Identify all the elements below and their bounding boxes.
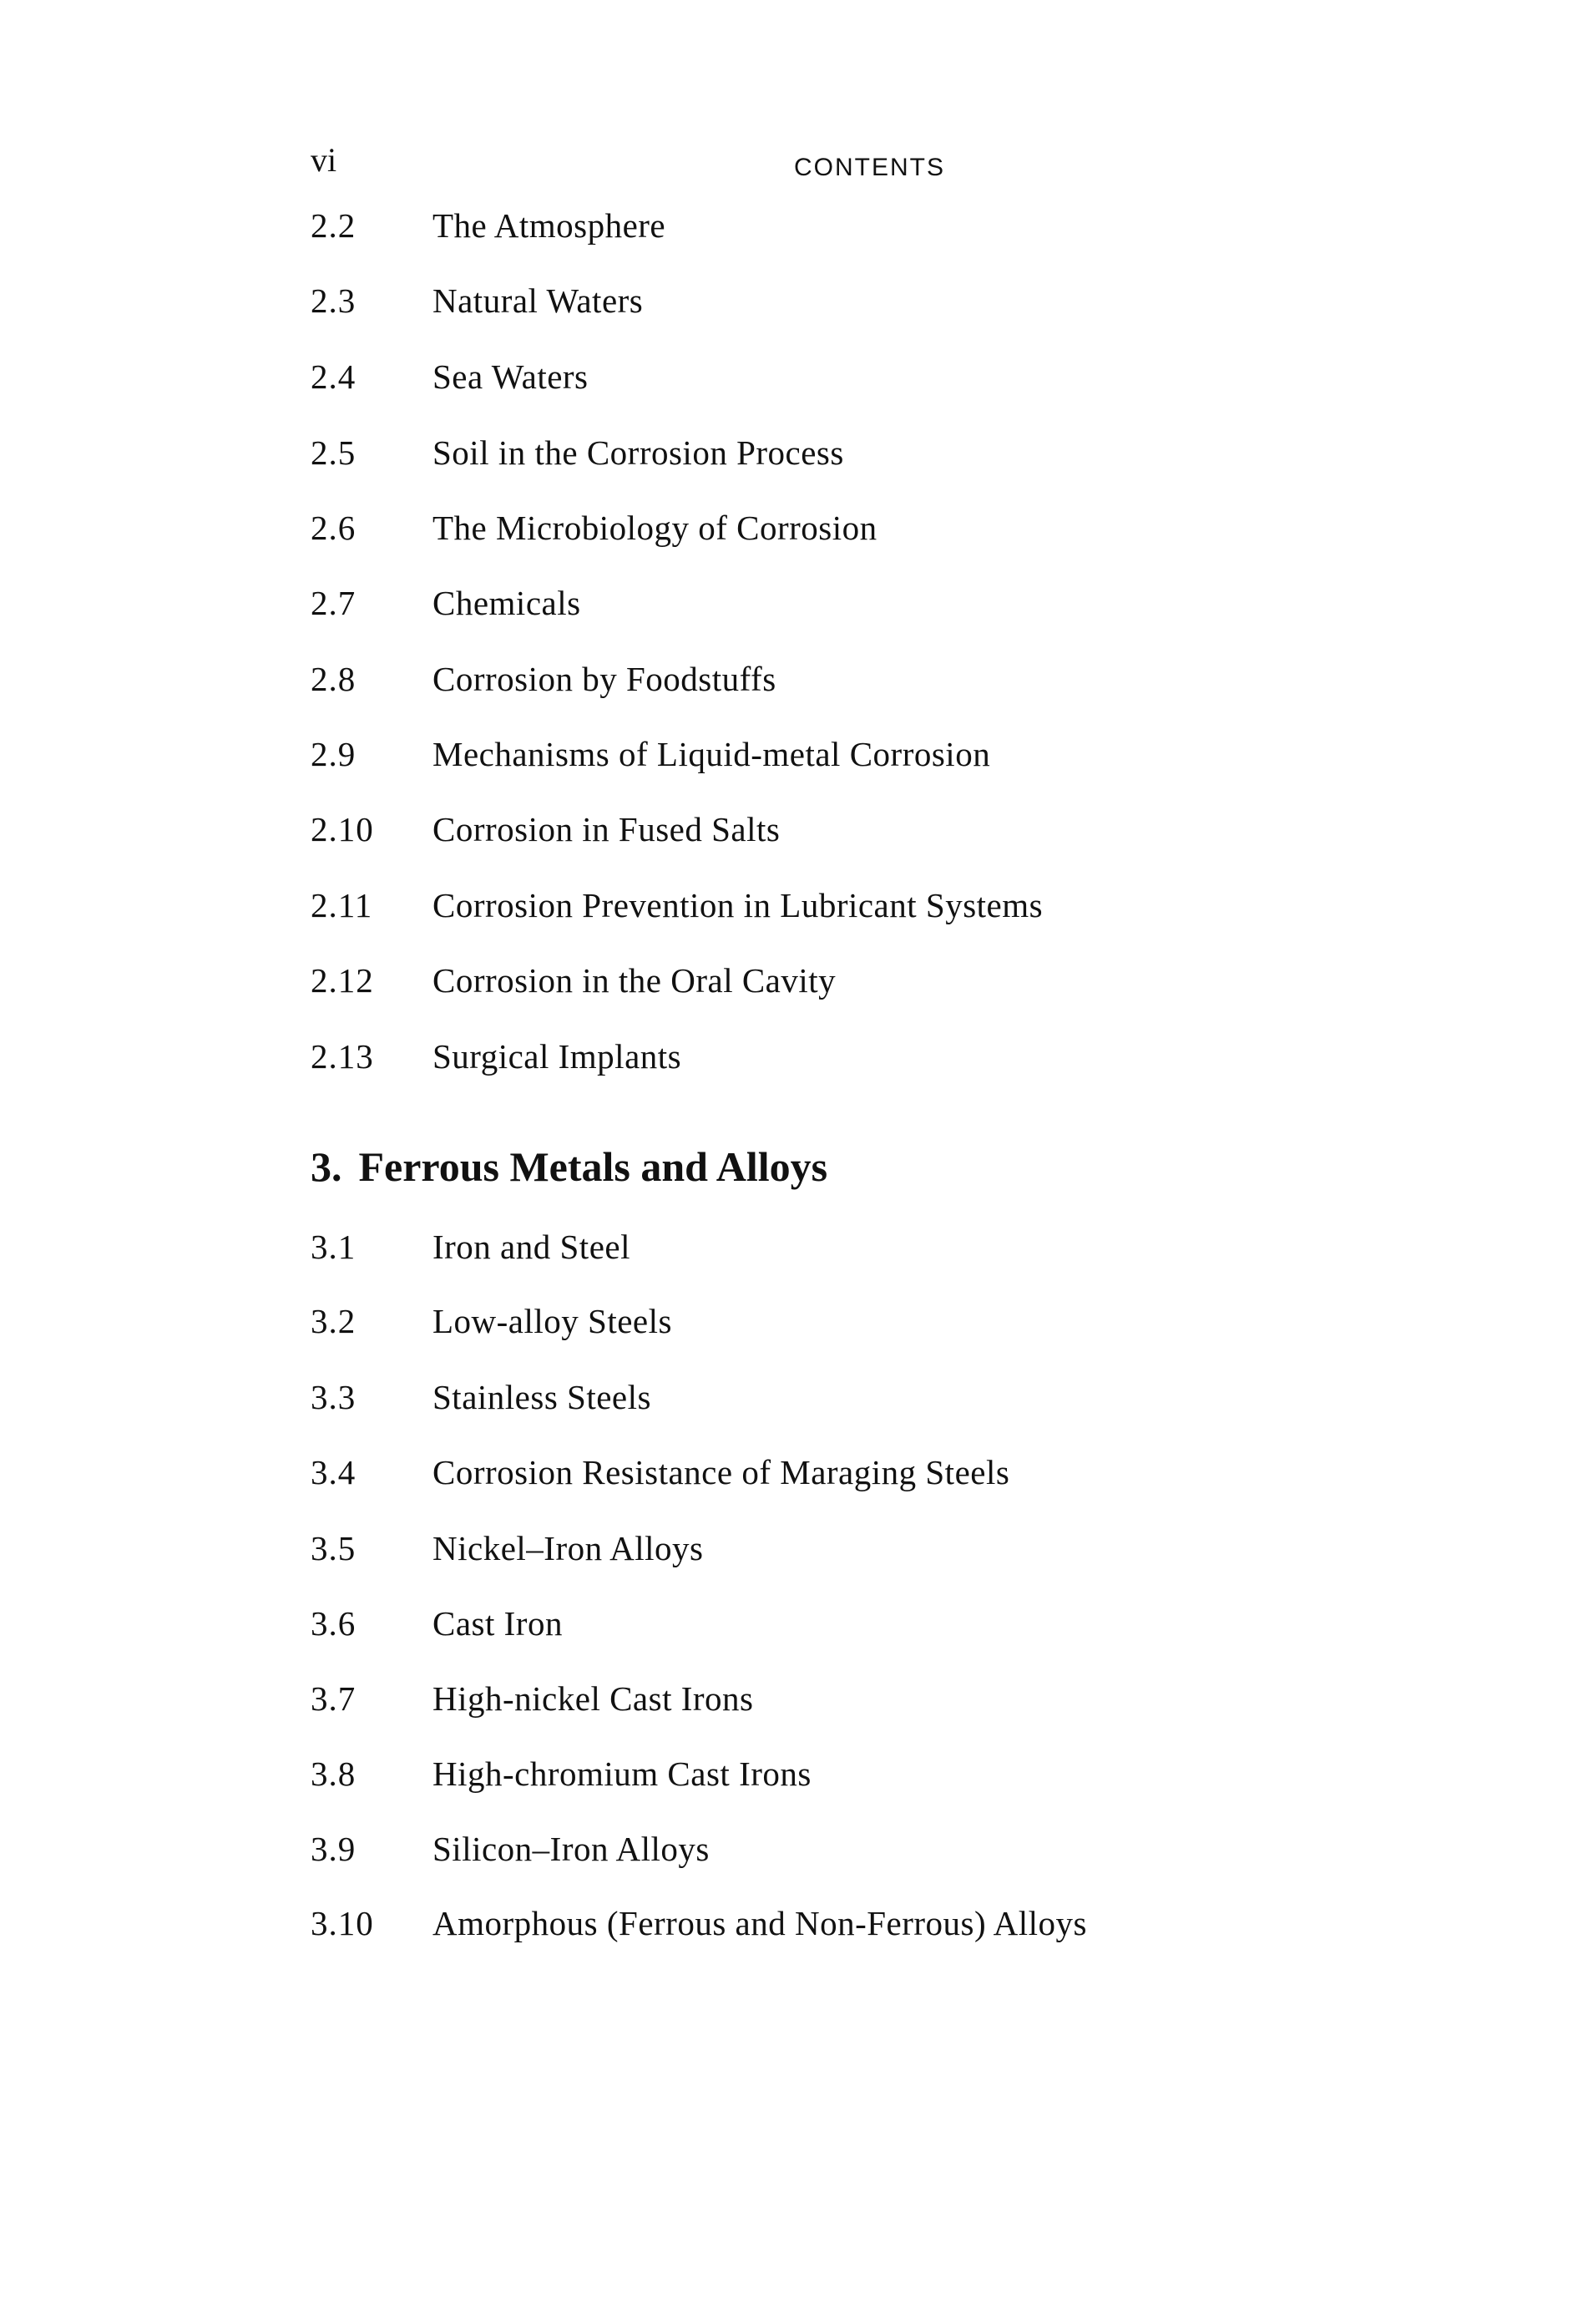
toc-entry (311, 1222, 1396, 1272)
toc-entry-title: Mechanisms of Liquid-metal Corrosion (432, 735, 991, 773)
toc-entry-number: 2.2 (311, 206, 357, 245)
toc-entry (311, 503, 1396, 553)
toc-entry-number: 3.7 (311, 1679, 357, 1718)
toc-entry-title: Sea Waters (432, 357, 589, 396)
toc-entry (311, 1598, 1396, 1648)
toc-entry (311, 804, 1396, 854)
toc-entry-number: 2.3 (311, 281, 357, 320)
toc-entry (311, 729, 1396, 779)
toc-entry-number: 3.4 (311, 1453, 357, 1491)
toc-entry-number: 3.3 (311, 1378, 357, 1416)
toc-entry-number: 3.6 (311, 1604, 357, 1643)
toc-entry (311, 578, 1396, 628)
toc-entry (311, 1447, 1396, 1497)
toc-entry-number: 2.7 (311, 584, 357, 622)
toc-entry (311, 1898, 1396, 1948)
toc-entry-number: 2.10 (311, 810, 374, 848)
toc-entry-number: 2.11 (311, 886, 373, 924)
toc-entry-title: Nickel–Iron Alloys (432, 1529, 704, 1567)
toc-entry (311, 1523, 1396, 1573)
toc-entry-title: Soil in the Corrosion Process (432, 433, 844, 472)
toc-entry-number: 3.9 (311, 1830, 357, 1868)
toc-entry-title: Corrosion Prevention in Lubricant Systems (432, 886, 1044, 924)
toc-entry-title: Iron and Steel (432, 1228, 630, 1266)
toc-entry-title: Corrosion in the Oral Cavity (432, 961, 837, 1000)
toc-entry-title: Low-alloy Steels (432, 1302, 672, 1340)
toc-entry-number: 2.8 (311, 660, 357, 698)
toc-entry (311, 1673, 1396, 1724)
toc-entry-title: Stainless Steels (432, 1378, 651, 1416)
chapter-heading (311, 1137, 827, 1196)
toc-entry-title: The Atmosphere (432, 206, 666, 245)
toc-entry-title: Corrosion by Foodstuffs (432, 660, 776, 698)
toc-entry-title: Corrosion Resistance of Maraging Steels (432, 1453, 1010, 1491)
chapter-title: Ferrous Metals and Alloys (358, 1143, 828, 1190)
toc-entry-number: 3.5 (311, 1529, 357, 1567)
toc-entry-title: Silicon–Iron Alloys (432, 1830, 710, 1868)
toc-entry-title: The Microbiology of Corrosion (432, 509, 877, 547)
toc-entry-title: Corrosion in Fused Salts (432, 810, 781, 848)
toc-entry (311, 1824, 1396, 1874)
toc-entry (311, 428, 1396, 478)
toc-entry-number: 2.5 (311, 433, 357, 472)
toc-entry (311, 654, 1396, 704)
toc-entry-title: Cast Iron (432, 1604, 563, 1643)
toc-entry (311, 880, 1396, 930)
toc-entry-title: Chemicals (432, 584, 581, 622)
toc-entry-title: High-nickel Cast Irons (432, 1679, 754, 1718)
toc-entry-number: 2.13 (311, 1037, 374, 1076)
toc-entry-title: Natural Waters (432, 281, 644, 320)
toc-entry (311, 1372, 1396, 1422)
toc-entry-number: 2.12 (311, 961, 374, 1000)
toc-entry-number: 3.1 (311, 1228, 357, 1266)
toc-entry (311, 1749, 1396, 1799)
page-folio: vi (311, 141, 337, 179)
toc-entry (311, 1031, 1396, 1081)
toc-entry (311, 276, 1396, 326)
toc-entry-title: Surgical Implants (432, 1037, 682, 1076)
toc-entry-number: 3.2 (311, 1302, 357, 1340)
toc-entry-number: 3.10 (311, 1904, 374, 1942)
toc-entry (311, 1296, 1396, 1346)
toc-entry (311, 200, 1396, 251)
toc-entry-number: 3.8 (311, 1754, 357, 1793)
toc-entry-number: 2.4 (311, 357, 357, 396)
toc-entry (311, 352, 1396, 402)
toc-entry-number: 2.6 (311, 509, 357, 547)
chapter-number: 3. (311, 1143, 342, 1190)
toc-entry (311, 955, 1396, 1005)
toc-entry-number: 2.9 (311, 735, 357, 773)
running-head: CONTENTS (794, 154, 945, 181)
toc-entry-title: Amorphous (Ferrous and Non-Ferrous) Alloys (432, 1904, 1087, 1942)
toc-entry-title: High-chromium Cast Irons (432, 1754, 812, 1793)
